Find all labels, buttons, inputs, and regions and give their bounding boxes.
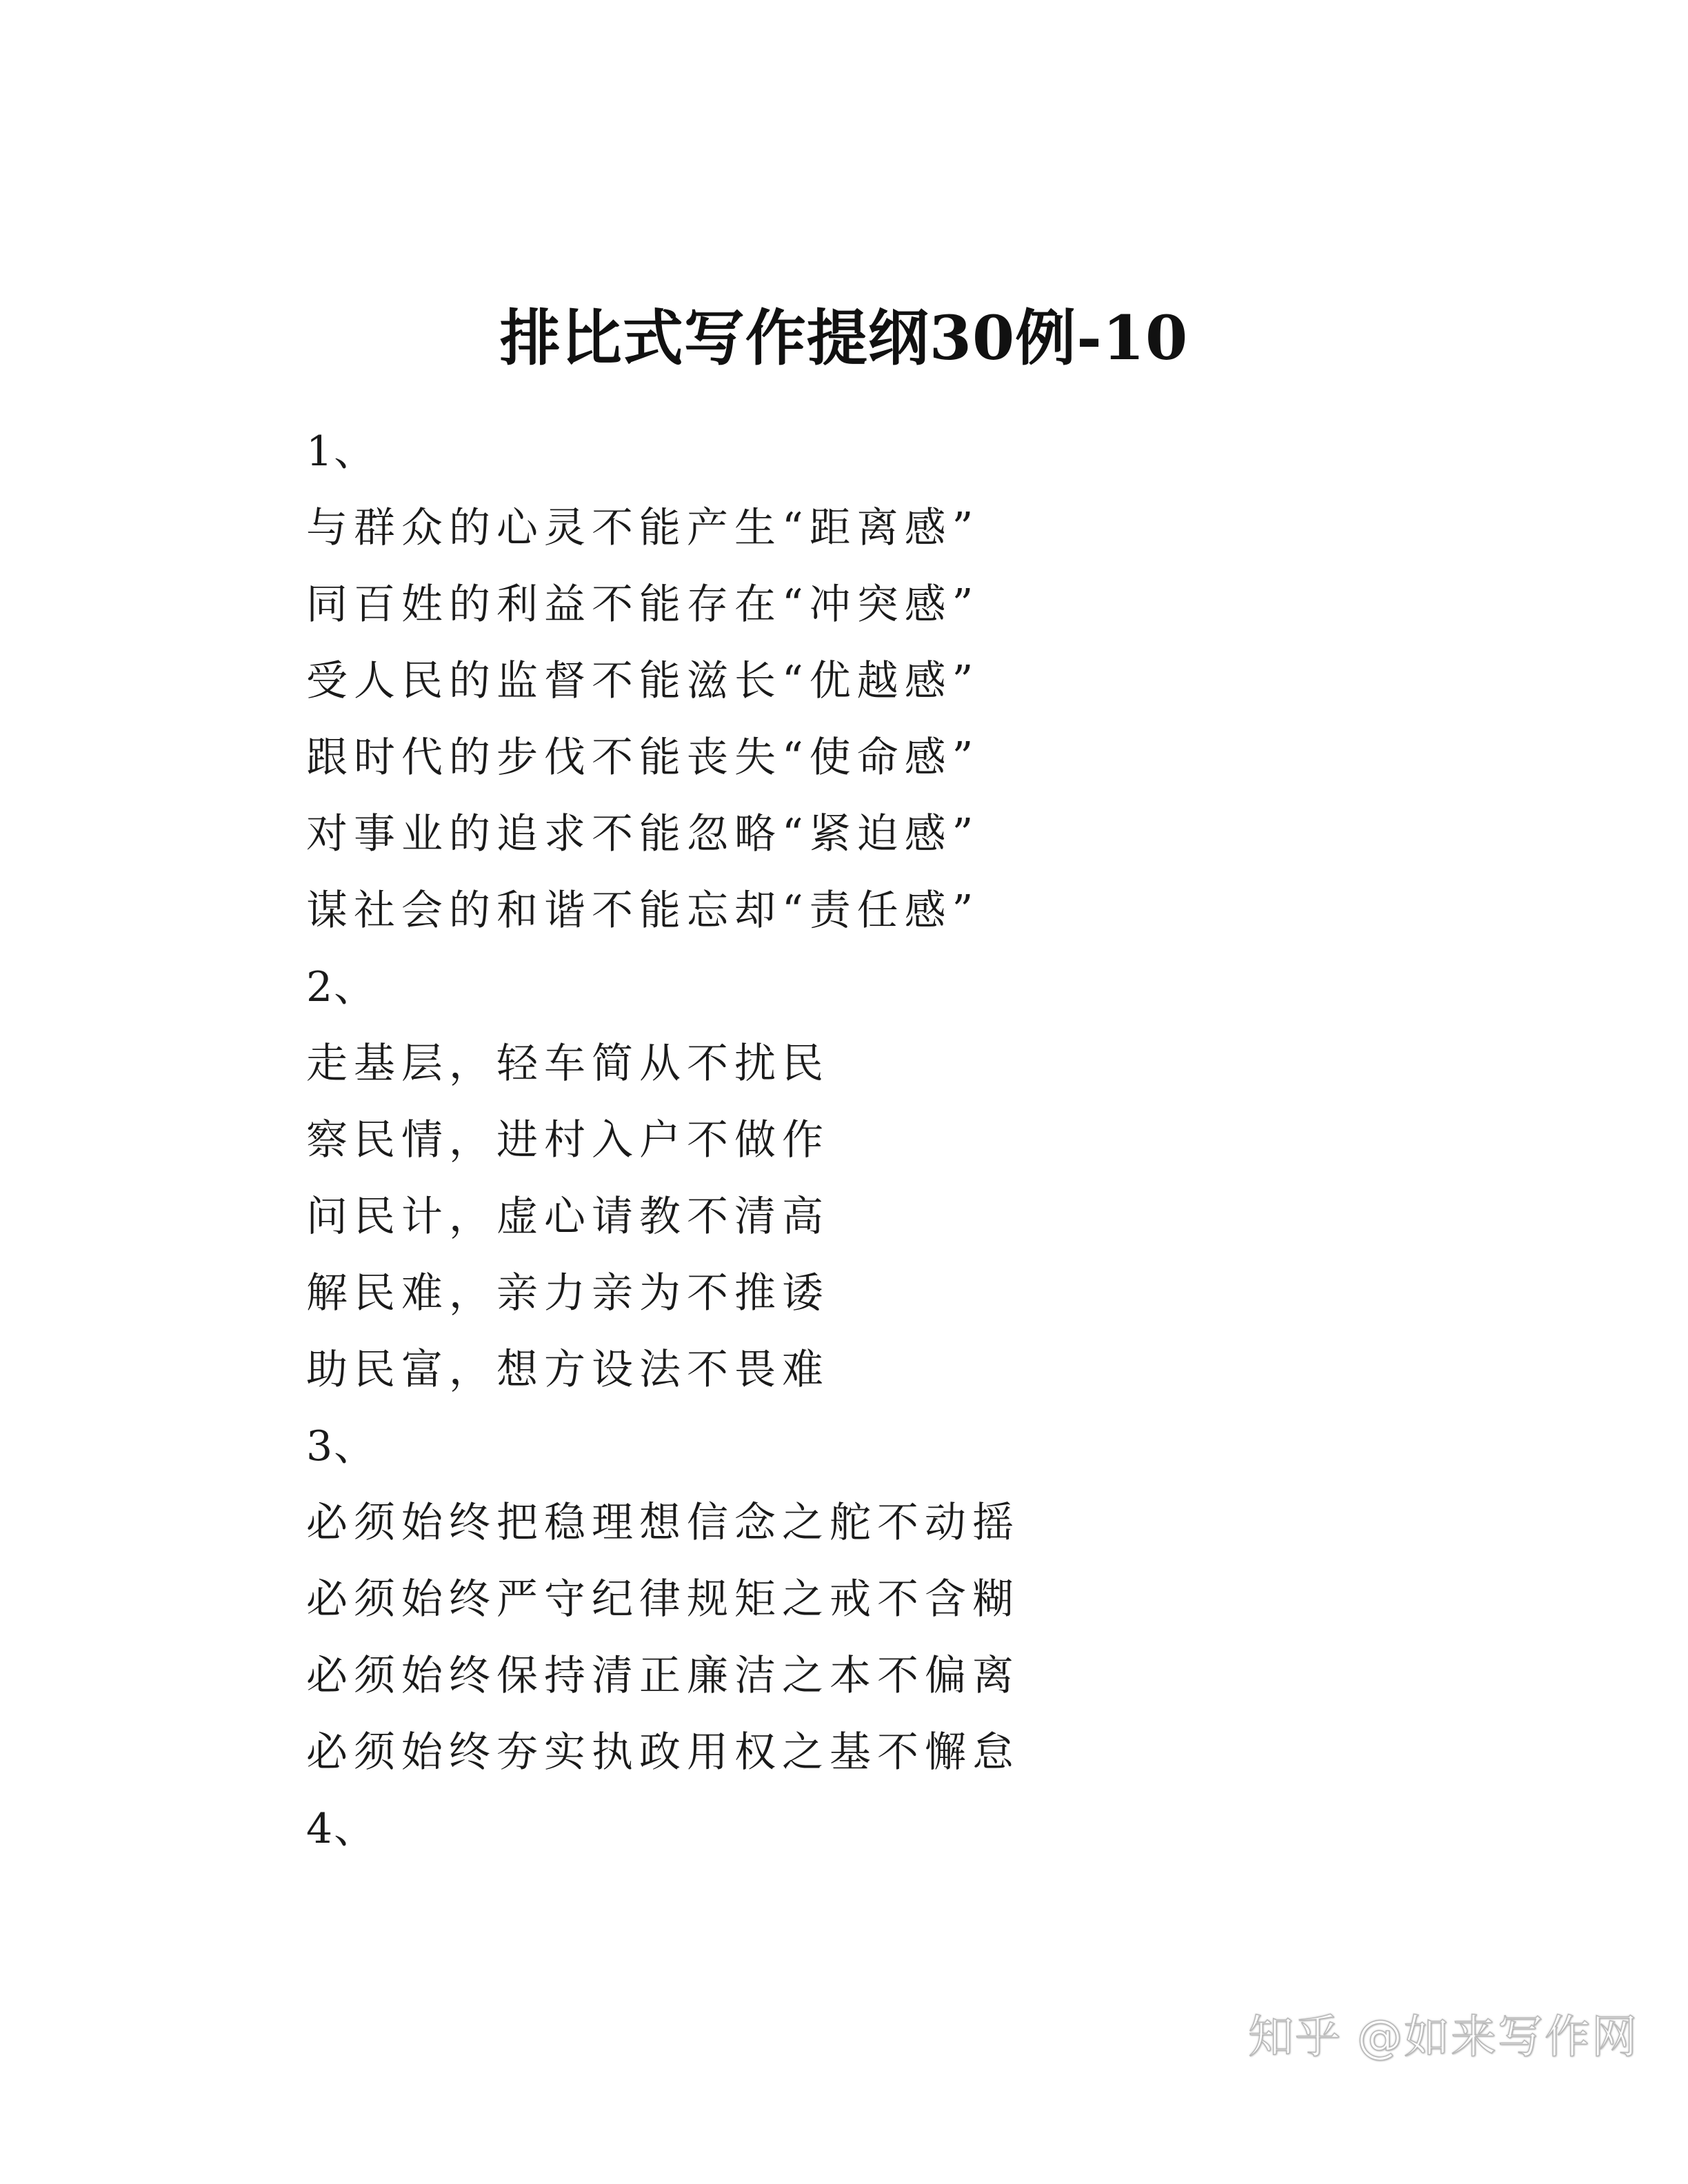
list-item: 谋社会的和谐不能忘却“责任感”: [306, 887, 980, 935]
section-number: 2、: [306, 963, 377, 1011]
list-item: 对事业的追求不能忽略“紧迫感”: [306, 810, 980, 858]
list-item: 走基层，轻车简从不扰民: [306, 1040, 830, 1088]
list-item: 问民计，虚心请教不清高: [306, 1193, 830, 1241]
list-item: 受人民的监督不能滋长“优越感”: [306, 657, 980, 705]
section-number: 4、: [306, 1805, 377, 1853]
section-1: [306, 414, 1409, 949]
page-title: 排比式写作提纲30例-10: [499, 302, 1189, 374]
list-item: 助民富，想方设法不畏难: [306, 1346, 830, 1394]
section-number: 1、: [306, 427, 377, 476]
list-item: 同百姓的利益不能存在“冲突感”: [306, 580, 980, 629]
list-item: 必须始终严守纪律规矩之戒不含糊: [306, 1575, 1020, 1624]
list-item: 必须始终保持清正廉洁之本不偏离: [306, 1652, 1020, 1700]
section-2: [306, 949, 1409, 1408]
list-item: 察民情，进村入户不做作: [306, 1116, 830, 1164]
list-item: 解民难，亲力亲为不推诿: [306, 1269, 830, 1317]
watermark-author: @如来写作网: [1357, 2010, 1638, 2063]
document-body: [306, 414, 1409, 1868]
section-4: [306, 1791, 1409, 1868]
list-item: 必须始终夯实执政用权之基不懈怠: [306, 1728, 1020, 1777]
list-item: 必须始终把稳理想信念之舵不动摇: [306, 1499, 1020, 1547]
list-item: 跟时代的步伐不能丧失“使命感”: [306, 734, 980, 782]
watermark: [1248, 2000, 1638, 2065]
section-number: 3、: [306, 1422, 377, 1470]
watermark-platform: 知乎: [1248, 2010, 1342, 2063]
section-3: [306, 1408, 1409, 1791]
list-item: 与群众的心灵不能产生“距离感”: [306, 504, 980, 552]
